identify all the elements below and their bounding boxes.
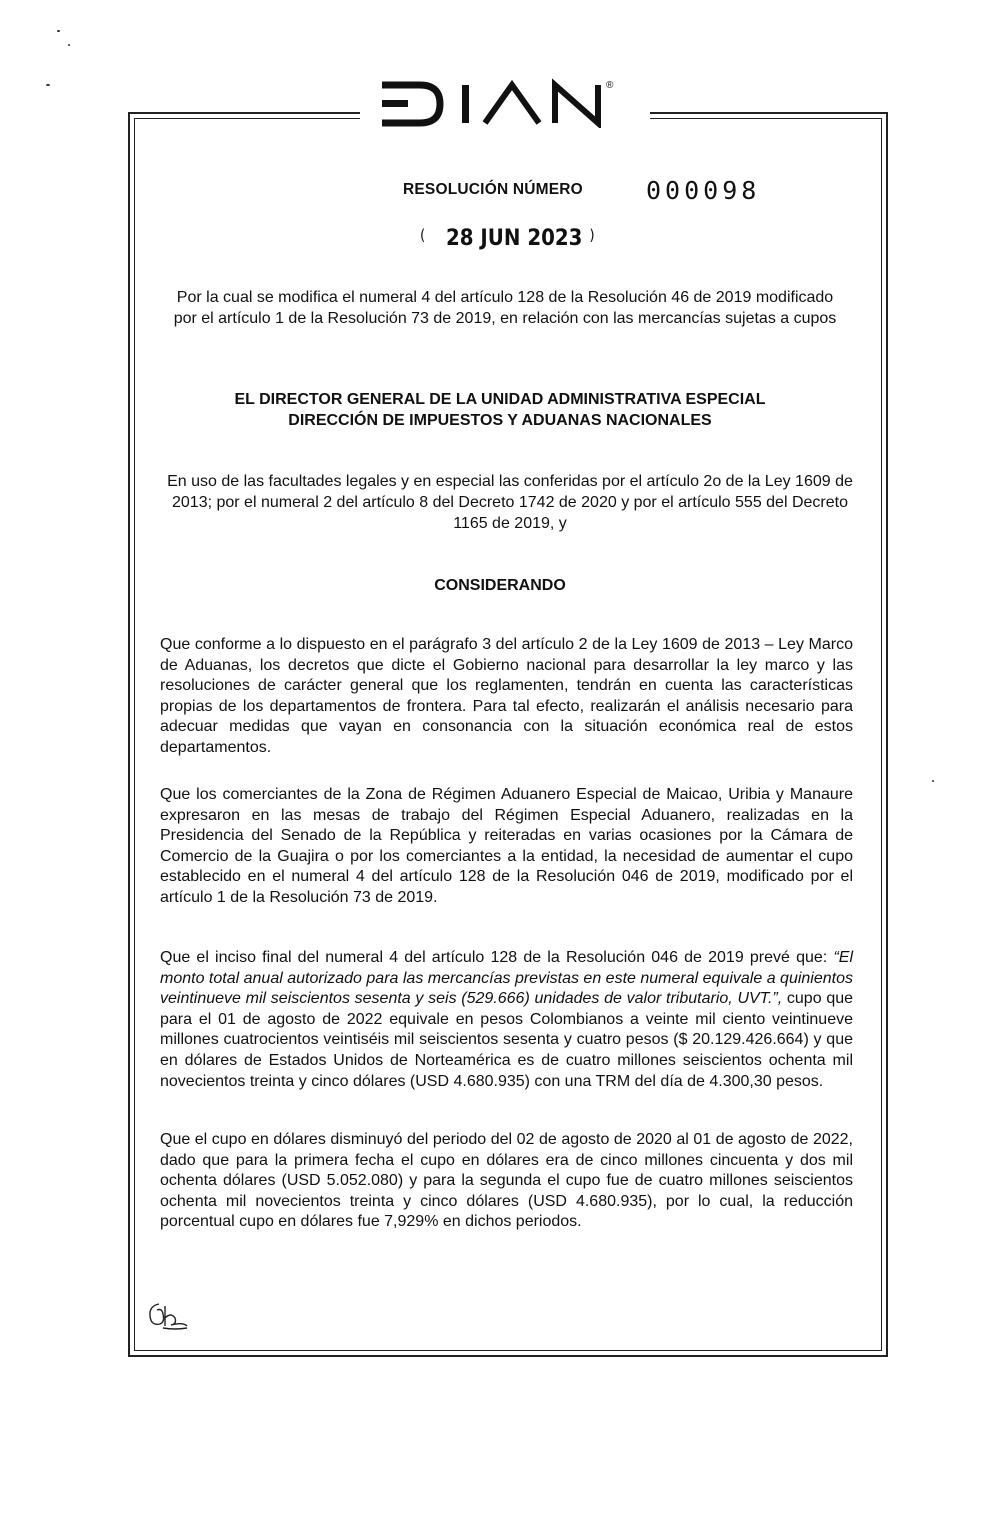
scan-speck bbox=[57, 30, 60, 32]
paragraph-3-rest: cupo que para el 01 de agosto de 2022 equivale en pesos Colombianos a veinte mil ciento veintinueve millones cuatrocientos veintiséis mil seiscientos sesenta y cuatro pesos ($ 20.129.426.664) y que en dólares de Estados Unidos de Norteamérica es de cuatro millones seiscientos ochenta mil novecientos treinta y cinco dólares (USD 4.680.935) con una TRM del día de 4.300,30 pesos. bbox=[160, 990, 854, 1090]
legal-basis-paragraph: En uso de las facultades legales y en especial las conferidas por el artículo 2o de la Ley 1609 de 2013; por el numeral 2 del artículo 8 del Decreto 1742 de 2020 y por el artículo 555 del Decreto 1165 de 2019, y bbox=[167, 473, 853, 532]
authority-line-2: DIRECCIÓN DE IMPUESTOS Y ADUANAS NACIONALES bbox=[288, 412, 712, 429]
resolution-title: Por la cual se modifica el numeral 4 del artículo 128 de la Resolución 46 de 2019 modificado por el artículo 1 de la Resolución 73 de 2019, en relación con las mercancías sujetas a cupos bbox=[173, 289, 837, 327]
scan-speck bbox=[46, 84, 50, 86]
date-open-paren: ( bbox=[420, 226, 426, 244]
resolution-number: 000098 bbox=[646, 176, 761, 205]
considerando-heading: CONSIDERANDO bbox=[434, 577, 566, 594]
registered-mark: ® bbox=[606, 80, 614, 91]
dian-logo-graphic bbox=[370, 78, 640, 128]
considerando-paragraph-4: Que el cupo en dólares disminuyó del periodo del 02 de agosto de 2020 al 01 de agosto de 2022, dado que para la primera fecha el cupo en dólares era de cinco millones cincuenta y dos mil ochenta dólares (USD 5.052.080) y para la segunda el cupo fue de cuatro millones seiscientos ochenta mil novecientos treinta y cinco dólares (USD 4.680.935), por lo cual, la reducción porcentual cupo en dólares fue 7,929% en dichos periodos. bbox=[160, 1131, 853, 1231]
initials-signature bbox=[145, 1298, 190, 1334]
authority-line-1: EL DIRECTOR GENERAL DE LA UNIDAD ADMINISTRATIVA ESPECIAL bbox=[234, 391, 766, 408]
resolution-label: RESOLUCIÓN NÚMERO bbox=[403, 181, 583, 198]
paragraph-3-quote: “El monto total anual autorizado para las mercancías previstas en este numeral equivale a quinientos veintinueve mil seiscientos sesenta y seis (529.666) unidades de valor tributario, UVT.”, bbox=[160, 949, 853, 1008]
resolution-date-line bbox=[420, 226, 595, 251]
considerando-paragraph-3 bbox=[160, 948, 853, 1092]
resolution-date: 28 JUN 2023 bbox=[445, 226, 583, 251]
scan-speck bbox=[68, 44, 70, 46]
considerando-paragraph-1: Que conforme a lo dispuesto en el parágrafo 3 del artículo 2 de la Ley 1609 de 2013 – Ley Marco de Aduanas, los decretos que dicte el Gobierno nacional para desarrollar la ley marco y las resoluciones de carácter general que los reglamenten, tendrán en cuenta las características propias de los departamentos de frontera. Para tal efecto, realizarán el análisis necesario para adecuar medidas que vayan en consonancia con la situación económica real de estos departamentos. bbox=[160, 636, 853, 756]
scan-speck bbox=[932, 780, 934, 782]
paragraph-3-intro: Que el inciso final del numeral 4 del artículo 128 de la Resolución 046 de 2019 prevé que: bbox=[160, 949, 834, 966]
considerando-paragraph-2: Que los comerciantes de la Zona de Régimen Aduanero Especial de Maicao, Uribia y Manaure expresaron en las mesas de trabajo del Régimen Especial Aduanero, realizadas en la Presidencia del Senado de la República y reiteradas en varias ocasiones por la Cámara de Comercio de la Guajira o por los comerciantes a la entidad, la necesidad de aumentar el cupo establecido en el numeral 4 del artículo 128 de la Resolución 046 de 2019, modificado por el artículo 1 de la Resolución 73 de 2019. bbox=[160, 786, 853, 906]
handwritten-initials bbox=[145, 1298, 190, 1339]
date-close-paren: ) bbox=[589, 226, 595, 244]
dian-logo bbox=[360, 78, 650, 128]
authority-heading bbox=[0, 389, 1000, 431]
